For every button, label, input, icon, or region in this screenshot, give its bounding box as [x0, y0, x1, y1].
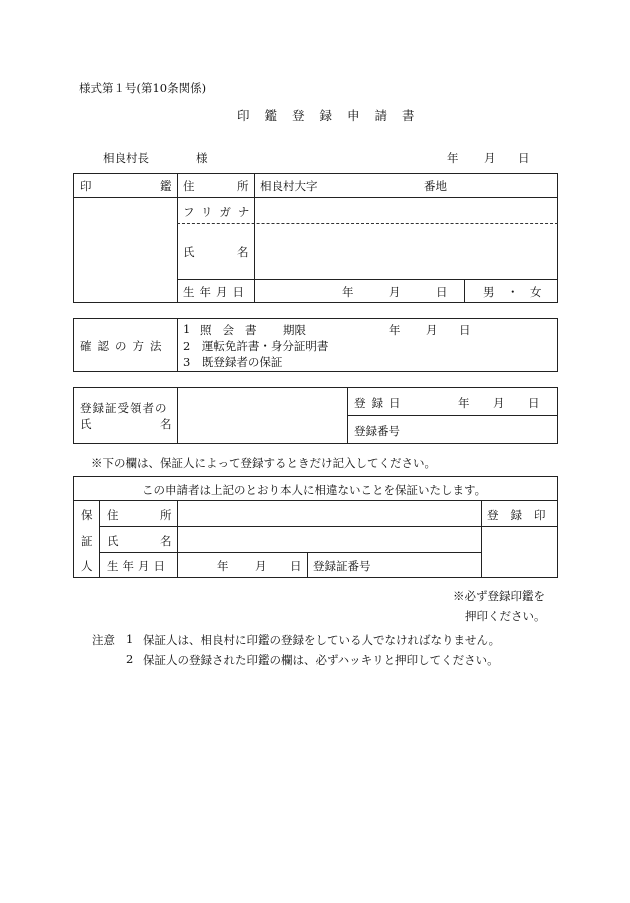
notes-item1-num: 1	[126, 632, 134, 646]
reg-date-label: 登録日	[354, 396, 407, 410]
notes-item2-num: 2	[126, 652, 134, 666]
seal-notice-line1: ※必ず登録印鑑を	[453, 589, 545, 603]
birth-month-label: 月	[389, 285, 401, 299]
guarantor-address-label-2: 所	[160, 508, 172, 522]
guarantor-side-3: 人	[81, 559, 93, 573]
verification-day: 日	[459, 323, 471, 337]
recipient-honorific: 様	[196, 151, 208, 165]
verification-year: 年	[389, 323, 401, 337]
verification-item2: 2 運転免許書・身分証明書	[183, 339, 329, 353]
name-label-2: 名	[237, 245, 249, 259]
sex-male: 男	[483, 285, 495, 299]
birth-day-label: 日	[436, 285, 448, 299]
guarantor-side-1: 保	[81, 508, 93, 522]
form-number: 様式第１号(第10条関係)	[79, 81, 207, 95]
guarantor-seal-label: 登録印	[487, 508, 558, 522]
address-label-1: 住	[183, 179, 195, 193]
guarantor-cert-number-label: 登録証番号	[313, 559, 371, 573]
guarantor-birth-month: 月	[255, 559, 267, 573]
guarantor-address-label-1: 住	[107, 508, 119, 522]
reg-month-label: 月	[493, 396, 505, 410]
date-month-label: 月	[484, 151, 496, 165]
page-title: 印鑑登録申請書	[237, 108, 430, 123]
guarantor-note: ※下の欄は、保証人によって登録するときだけ記入してください。	[91, 456, 436, 470]
verification-item1: 照会書	[200, 323, 268, 337]
reg-day-label: 日	[528, 396, 540, 410]
verification-deadline: 期限	[283, 323, 306, 337]
guarantor-birth-day: 日	[290, 559, 302, 573]
address-label-2: 所	[237, 179, 249, 193]
verification-label: 確認の方法	[80, 339, 168, 353]
birth-label: 生年月日	[183, 285, 249, 299]
seal-label-1: 印	[80, 179, 92, 193]
verification-item3: 3 既登録者の保証	[183, 355, 283, 369]
notes-item1: 保証人は、相良村に印鑑の登録をしている人でなければなりません。	[143, 633, 501, 647]
birth-year-label: 年	[342, 285, 354, 299]
furigana-label: フリガナ	[183, 205, 257, 219]
guarantor-side-2: 証	[81, 534, 93, 548]
name-label-1: 氏	[183, 245, 195, 259]
date-year-label: 年	[447, 151, 459, 165]
recipient: 相良村長	[103, 151, 149, 165]
seal-label-2: 鑑	[160, 179, 172, 193]
verification-month: 月	[426, 323, 438, 337]
receipt-name-label-b: 名	[160, 417, 172, 431]
notes-heading: 注意	[92, 633, 115, 647]
guarantor-birth-label: 生年月日	[107, 559, 169, 573]
notes-item2: 保証人の登録された印鑑の欄は、必ずハッキリと押印してください。	[143, 653, 499, 667]
guarantor-name-label-2: 名	[160, 534, 172, 548]
seal-notice-line2: 押印ください。	[465, 609, 546, 623]
verification-item1-num: 1	[183, 322, 191, 336]
guarantor-statement: この申請者は上記のとおり本人に相違ないことを保証いたします。	[142, 483, 487, 497]
receipt-name-label-line1: 登録証受領者の	[80, 401, 168, 415]
sex-female: 女	[530, 285, 542, 299]
address-prefix: 相良村大字	[260, 179, 318, 193]
reg-number-label: 登録番号	[354, 424, 400, 438]
sex-separator: ・	[507, 285, 519, 299]
address-suffix: 番地	[424, 179, 447, 193]
guarantor-name-label-1: 氏	[107, 534, 119, 548]
reg-year-label: 年	[458, 396, 470, 410]
guarantor-birth-year: 年	[217, 559, 229, 573]
date-day-label: 日	[518, 151, 530, 165]
receipt-name-label-a: 氏	[80, 417, 92, 431]
